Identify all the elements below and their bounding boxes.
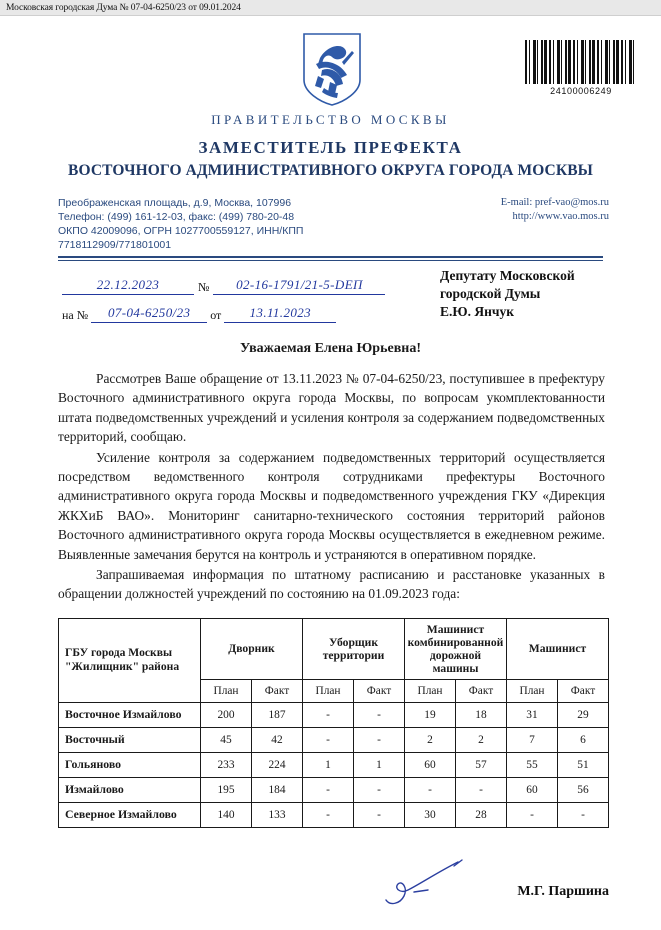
- addressee-line-1: Депутату Московской: [440, 268, 575, 283]
- table-cell-district: Восточный: [59, 727, 201, 752]
- reference-block: [62, 271, 392, 323]
- table-subheader-fact: Факт: [252, 679, 303, 702]
- table-group-header: Дворник: [201, 618, 303, 679]
- table-cell-value: -: [303, 702, 354, 727]
- salutation: Уважаемая Елена Юрьевна!: [240, 341, 421, 356]
- table-cell-value: -: [303, 777, 354, 802]
- addressee-line-3: Е.Ю. Янчук: [440, 304, 514, 319]
- staffing-table-wrapper: [58, 618, 609, 828]
- table-subheader-plan: План: [507, 679, 558, 702]
- table-cell-value: 18: [456, 702, 507, 727]
- contact-codes: ОКПО 42009096, ОГРН 1027700559127, ИНН/КПП 7718112909/771801001: [58, 225, 304, 251]
- staffing-table-body: [59, 702, 609, 827]
- viewer-header-strip: [0, 0, 661, 16]
- reply-reference-number: 07-04-6250/23: [91, 305, 207, 323]
- reference-number-out: 02-16-1791/21-5-DEП: [213, 277, 385, 295]
- table-cell-value: -: [507, 802, 558, 827]
- table-row: [59, 777, 609, 802]
- table-row-header-title: ГБУ города Москвы "Жилищник" района: [59, 618, 201, 702]
- letter-body: [58, 369, 605, 604]
- table-cell-value: 200: [201, 702, 252, 727]
- table-cell-value: 30: [405, 802, 456, 827]
- table-subheader-fact: Факт: [354, 679, 405, 702]
- table-group-header: Уборщик территории: [303, 618, 405, 679]
- letterhead-header: [0, 16, 661, 108]
- table-cell-value: 29: [558, 702, 609, 727]
- table-cell-value: 60: [405, 752, 456, 777]
- contact-website[interactable]: http://www.vao.mos.ru: [512, 211, 609, 222]
- barcode-icon: [525, 40, 637, 84]
- handwritten-signature-icon: [380, 856, 490, 908]
- table-subheader-plan: План: [201, 679, 252, 702]
- table-cell-value: 19: [405, 702, 456, 727]
- table-header-row: [59, 618, 609, 679]
- table-cell-value: 1: [354, 752, 405, 777]
- table-cell-value: 57: [456, 752, 507, 777]
- table-cell-value: 31: [507, 702, 558, 727]
- table-cell-value: 51: [558, 752, 609, 777]
- table-cell-value: 42: [252, 727, 303, 752]
- table-cell-value: 224: [252, 752, 303, 777]
- table-group-header: Машинист комбинированной дорожной машины: [405, 618, 507, 679]
- table-cell-value: -: [456, 777, 507, 802]
- table-cell-value: 195: [201, 777, 252, 802]
- table-cell-value: -: [405, 777, 456, 802]
- table-row: [59, 802, 609, 827]
- table-cell-value: 233: [201, 752, 252, 777]
- contact-email[interactable]: E-mail: pref-vao@mos.ru: [500, 197, 609, 208]
- header-divider: [58, 256, 603, 261]
- table-cell-value: 60: [507, 777, 558, 802]
- table-cell-value: -: [354, 727, 405, 752]
- table-cell-value: 184: [252, 777, 303, 802]
- position-line: ЗАМЕСТИТЕЛЬ ПРЕФЕКТА: [198, 138, 463, 157]
- barcode-number: 24100006249: [550, 86, 612, 96]
- viewer-header-text: Московская городская Дума № 07-04-6250/23 от 09.01.2024: [6, 2, 241, 13]
- barcode-block: [523, 40, 639, 96]
- table-cell-district: Северное Измайлово: [59, 802, 201, 827]
- reference-number-label: №: [198, 280, 210, 294]
- staffing-table: [58, 618, 609, 828]
- table-subheader-plan: План: [303, 679, 354, 702]
- letter-paragraph: Запрашиваемая информация по штатному расписанию и расстановке указанных в обращении должностей учреждений по состоянию на 01.09.2023 года:: [58, 567, 605, 602]
- contacts-block: [58, 196, 609, 252]
- addressee-line-2: городской Думы: [440, 286, 541, 301]
- table-cell-value: -: [354, 777, 405, 802]
- table-cell-value: 2: [405, 727, 456, 752]
- reference-date-out: 22.12.2023: [62, 277, 194, 295]
- addressee-block: [440, 267, 575, 321]
- table-cell-district: Измайлово: [59, 777, 201, 802]
- table-cell-district: Восточное Измайлово: [59, 702, 201, 727]
- letter-paragraph: Усиление контроля за содержанием подведомственных территорий осуществляется посредством ведомственного контроля сотрудниками префектуры Восточного административного округа города Москвы и подведомственного учреждения ГКУ «Дирекция ЖКХиБ ВАО». Мониторинг санитарно-технического состояния территорий районов Восточного административного округа города Москвы осуществляется в ежедневном режиме. Выявленные замечания берутся на контроль и устраняются в оперативном порядке.: [58, 449, 605, 562]
- table-subheader-fact: Факт: [456, 679, 507, 702]
- table-cell-value: 133: [252, 802, 303, 827]
- signatory-name: М.Г. Паршина: [517, 883, 609, 899]
- table-cell-value: 140: [201, 802, 252, 827]
- signature-row: [0, 862, 661, 922]
- moscow-coat-of-arms-icon: [300, 32, 364, 106]
- table-cell-value: 56: [558, 777, 609, 802]
- table-cell-value: -: [303, 802, 354, 827]
- reply-date-label: от: [210, 308, 222, 322]
- reference-and-addressee-row: [0, 268, 661, 333]
- table-row: [59, 752, 609, 777]
- table-cell-value: 1: [303, 752, 354, 777]
- table-cell-value: 2: [456, 727, 507, 752]
- table-cell-district: Гольяново: [59, 752, 201, 777]
- table-cell-value: 55: [507, 752, 558, 777]
- table-group-header: Машинист: [507, 618, 609, 679]
- table-cell-value: -: [354, 702, 405, 727]
- table-cell-value: -: [558, 802, 609, 827]
- organization-titles: [0, 112, 661, 180]
- reply-reference-label: на №: [62, 308, 89, 322]
- table-row: [59, 702, 609, 727]
- document-page: [0, 16, 661, 930]
- table-cell-value: 7: [507, 727, 558, 752]
- table-cell-value: 45: [201, 727, 252, 752]
- table-cell-value: -: [303, 727, 354, 752]
- table-subheader-plan: План: [405, 679, 456, 702]
- contact-address: Преображенская площадь, д.9, Москва, 107996: [58, 197, 292, 209]
- table-row: [59, 727, 609, 752]
- table-cell-value: 187: [252, 702, 303, 727]
- table-cell-value: -: [354, 802, 405, 827]
- table-cell-value: 28: [456, 802, 507, 827]
- table-subheader-fact: Факт: [558, 679, 609, 702]
- reply-reference-date: 13.11.2023: [224, 305, 336, 323]
- letter-paragraph: Рассмотрев Ваше обращение от 13.11.2023 № 07-04-6250/23, поступившее в префектуру Восточного административного округа города Москвы, по вопросам укомплектованности штата подведомственных учреждений и усиления контроля за содержанием подведомственных территорий, сообщаю.: [58, 371, 605, 445]
- government-line: ПРАВИТЕЛЬСТВО МОСКВЫ: [211, 112, 450, 127]
- table-cell-value: 6: [558, 727, 609, 752]
- contact-phone: Телефон: (499) 161-12-03, факс: (499) 780-20-48: [58, 211, 295, 223]
- okrug-line: ВОСТОЧНОГО АДМИНИСТРАТИВНОГО ОКРУГА ГОРОДА МОСКВЫ: [68, 162, 593, 179]
